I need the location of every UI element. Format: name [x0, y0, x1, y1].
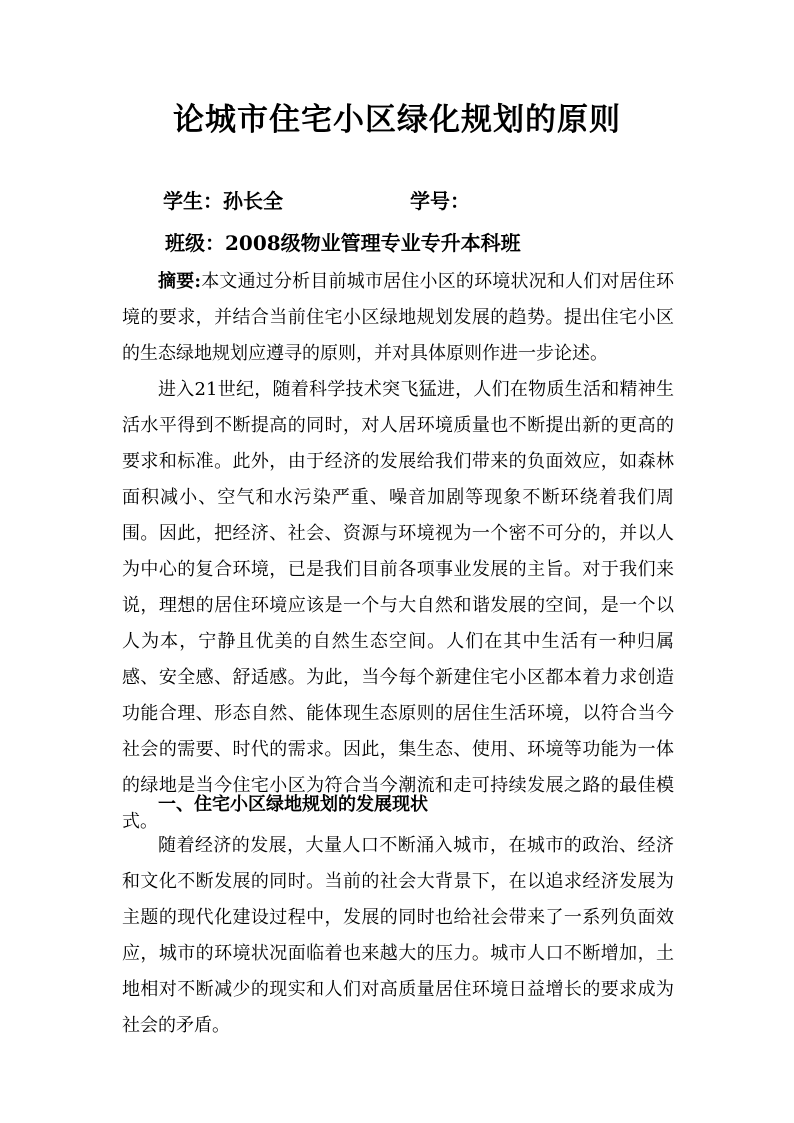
abstract-text: 本文通过分析目前城市居住小区的环境状况和人们对居住环境的要求，并结合当前住宅小区绿地规划发展的趋势。提出住宅小区的生态绿地规划应遵寻的原则，并对具体原则作进一步论述。: [122, 271, 674, 364]
student-name: 学生：孙长全: [163, 189, 283, 213]
body-paragraph-1: 进入21世纪，随着科学技术突飞猛进，人们在物质生活和精神生活水平得到不断提高的同时，对人居环境质量也不断提出新的更高的要求和标准。此外，由于经济的发展给我们带来的负面效应，如森林面积减小、空气和水污染严重、噪音加剧等现象不断环绕着我们周围。因此，把经济、社会、资源与环境视为一个密不可分的，并以人为中心的复合环境，已是我们目前各项事业发展的主旨。对于我们来说，理想的居住环境应该是一个与大自然和谐发展的空间，是一个以人为本，宁静且优美的自然生态空间。人们在其中生活有一种归属感、安全感、舒适感。为此，当今每个新建住宅小区都本着力求创造功能合理、形态自然、能体现生态原则的居住生活环境，以符合当今社会的需要、时代的需求。因此，集生态、使用、环境等功能为一体的绿地是当今住宅小区为符合当今潮流和走可持续发展之路的最佳模式。: [122, 379, 674, 832]
student-id: 学号：: [410, 189, 470, 213]
section-heading: 一、住宅小区绿地规划的发展现状: [158, 794, 428, 815]
document-title: 论城市住宅小区绿化规划的原则: [173, 102, 621, 138]
abstract-label: 摘要:: [158, 271, 202, 292]
class-info: 班级：2008级物业管理专业专升本科班: [165, 231, 521, 255]
abstract-paragraph: [122, 264, 674, 372]
body-paragraph-2: 随着经济的发展，大量人口不断涌入城市，在城市的政治、经济和文化不断发展的同时。当前的社会大背景下，在以追求经济发展为主题的现代化建设过程中，发展的同时也给社会带来了一系列负面效应，城市的环境状况面临着也来越大的压力。城市人口不断增加，土地相对不断减少的现实和人们对高质量居住环境日益增长的要求成为社会的矛盾。: [122, 835, 674, 1036]
